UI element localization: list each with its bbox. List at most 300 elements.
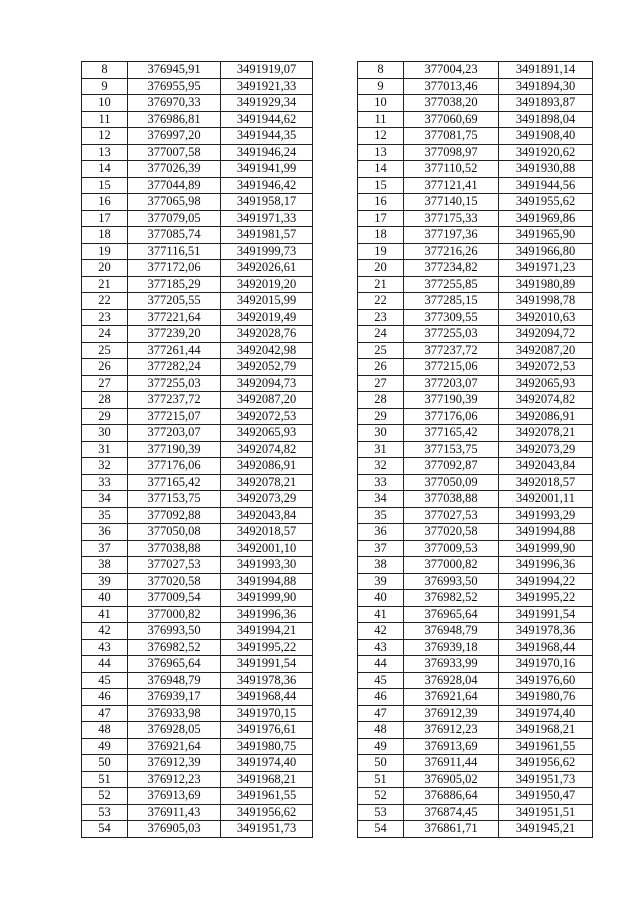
- y-coordinate-cell: 3492072,53: [499, 359, 593, 376]
- table-row: [358, 375, 593, 392]
- x-coordinate-cell: 376948,79: [404, 623, 499, 640]
- point-number-cell: 20: [358, 260, 404, 277]
- point-number-cell: 54: [358, 821, 404, 838]
- table-row: [82, 375, 313, 392]
- table-row: [82, 540, 313, 557]
- table-row: [358, 392, 593, 409]
- x-coordinate-cell: 377009,54: [128, 590, 221, 607]
- y-coordinate-cell: 3491995,22: [499, 590, 593, 607]
- point-number-cell: 49: [358, 738, 404, 755]
- point-number-cell: 50: [358, 755, 404, 772]
- point-number-cell: 29: [358, 408, 404, 425]
- point-number-cell: 16: [358, 194, 404, 211]
- table-row: [82, 573, 313, 590]
- y-coordinate-cell: 3491968,44: [221, 689, 313, 706]
- x-coordinate-cell: 376928,05: [128, 722, 221, 739]
- x-coordinate-cell: 376905,03: [128, 821, 221, 838]
- point-number-cell: 15: [358, 177, 404, 194]
- point-number-cell: 40: [358, 590, 404, 607]
- table-row: [82, 177, 313, 194]
- y-coordinate-cell: 3491951,73: [499, 771, 593, 788]
- point-number-cell: 28: [358, 392, 404, 409]
- table-row: [82, 705, 313, 722]
- y-coordinate-cell: 3492001,10: [221, 540, 313, 557]
- y-coordinate-cell: 3491974,40: [221, 755, 313, 772]
- point-number-cell: 49: [82, 738, 128, 755]
- x-coordinate-cell: 377285,15: [404, 293, 499, 310]
- y-coordinate-cell: 3492028,76: [221, 326, 313, 343]
- x-coordinate-cell: 377175,33: [404, 210, 499, 227]
- x-coordinate-cell: 376945,91: [128, 62, 221, 79]
- x-coordinate-cell: 377239,20: [128, 326, 221, 343]
- x-coordinate-cell: 377255,03: [128, 375, 221, 392]
- y-coordinate-cell: 3491919,07: [221, 62, 313, 79]
- y-coordinate-cell: 3491980,75: [221, 738, 313, 755]
- y-coordinate-cell: 3491941,99: [221, 161, 313, 178]
- table-row: [358, 260, 593, 277]
- point-number-cell: 44: [82, 656, 128, 673]
- table-row: [82, 474, 313, 491]
- x-coordinate-cell: 376982,52: [404, 590, 499, 607]
- y-coordinate-cell: 3491891,14: [499, 62, 593, 79]
- point-number-cell: 33: [82, 474, 128, 491]
- x-coordinate-cell: 377203,07: [128, 425, 221, 442]
- y-coordinate-cell: 3491929,34: [221, 95, 313, 112]
- point-number-cell: 17: [358, 210, 404, 227]
- point-number-cell: 44: [358, 656, 404, 673]
- x-coordinate-cell: 377027,53: [128, 557, 221, 574]
- x-coordinate-cell: 376921,64: [128, 738, 221, 755]
- table-row: [358, 128, 593, 145]
- x-coordinate-cell: 377000,82: [404, 557, 499, 574]
- x-coordinate-cell: 377085,74: [128, 227, 221, 244]
- point-number-cell: 51: [82, 771, 128, 788]
- table-row: [358, 590, 593, 607]
- y-coordinate-cell: 3491950,47: [499, 788, 593, 805]
- point-number-cell: 30: [82, 425, 128, 442]
- y-coordinate-cell: 3491969,86: [499, 210, 593, 227]
- x-coordinate-cell: 377007,58: [128, 144, 221, 161]
- y-coordinate-cell: 3491998,78: [499, 293, 593, 310]
- table-row: [358, 755, 593, 772]
- y-coordinate-cell: 3491961,55: [499, 738, 593, 755]
- x-coordinate-cell: 377110,52: [404, 161, 499, 178]
- x-coordinate-cell: 377215,06: [404, 359, 499, 376]
- y-coordinate-cell: 3492074,82: [221, 441, 313, 458]
- table-row: [82, 524, 313, 541]
- x-coordinate-cell: 376886,64: [404, 788, 499, 805]
- x-coordinate-cell: 376912,23: [128, 771, 221, 788]
- point-number-cell: 28: [82, 392, 128, 409]
- table-row: [82, 260, 313, 277]
- table-row: [82, 227, 313, 244]
- table-row: [82, 210, 313, 227]
- y-coordinate-cell: 3491956,62: [221, 804, 313, 821]
- point-number-cell: 17: [82, 210, 128, 227]
- x-coordinate-cell: 377165,42: [404, 425, 499, 442]
- y-coordinate-cell: 3491944,62: [221, 111, 313, 128]
- table-row: [82, 95, 313, 112]
- y-coordinate-cell: 3492078,21: [499, 425, 593, 442]
- y-coordinate-cell: 3492010,63: [499, 309, 593, 326]
- table-row: [82, 821, 313, 838]
- point-number-cell: 45: [82, 672, 128, 689]
- x-coordinate-cell: 376970,33: [128, 95, 221, 112]
- y-coordinate-cell: 3491993,29: [499, 507, 593, 524]
- table-row: [358, 293, 593, 310]
- point-number-cell: 54: [82, 821, 128, 838]
- table-row: [358, 227, 593, 244]
- point-number-cell: 24: [358, 326, 404, 343]
- point-number-cell: 12: [82, 128, 128, 145]
- table-row: [82, 458, 313, 475]
- y-coordinate-cell: 3492019,20: [221, 276, 313, 293]
- x-coordinate-cell: 377050,08: [128, 524, 221, 541]
- point-number-cell: 37: [82, 540, 128, 557]
- x-coordinate-cell: 377197,36: [404, 227, 499, 244]
- point-number-cell: 11: [358, 111, 404, 128]
- table-row: [358, 161, 593, 178]
- x-coordinate-cell: 377172,06: [128, 260, 221, 277]
- table-row: [82, 408, 313, 425]
- table-row: [82, 656, 313, 673]
- y-coordinate-cell: 3492073,29: [221, 491, 313, 508]
- point-number-cell: 40: [82, 590, 128, 607]
- x-coordinate-cell: 377121,41: [404, 177, 499, 194]
- point-number-cell: 25: [358, 342, 404, 359]
- table-row: [82, 788, 313, 805]
- y-coordinate-cell: 3492001,11: [499, 491, 593, 508]
- y-coordinate-cell: 3492094,72: [499, 326, 593, 343]
- x-coordinate-cell: 377215,07: [128, 408, 221, 425]
- point-number-cell: 31: [82, 441, 128, 458]
- point-number-cell: 31: [358, 441, 404, 458]
- point-number-cell: 29: [82, 408, 128, 425]
- y-coordinate-cell: 3492072,53: [221, 408, 313, 425]
- y-coordinate-cell: 3491994,88: [499, 524, 593, 541]
- table-row: [358, 441, 593, 458]
- y-coordinate-cell: 3492078,21: [221, 474, 313, 491]
- table-row: [82, 672, 313, 689]
- x-coordinate-cell: 376911,44: [404, 755, 499, 772]
- table-row: [82, 309, 313, 326]
- table-row: [82, 342, 313, 359]
- y-coordinate-cell: 3492065,93: [221, 425, 313, 442]
- x-coordinate-cell: 376955,95: [128, 78, 221, 95]
- point-number-cell: 15: [82, 177, 128, 194]
- x-coordinate-cell: 377221,64: [128, 309, 221, 326]
- x-coordinate-cell: 377081,75: [404, 128, 499, 145]
- y-coordinate-cell: 3492073,29: [499, 441, 593, 458]
- table-row: [358, 540, 593, 557]
- point-number-cell: 11: [82, 111, 128, 128]
- x-coordinate-cell: 377190,39: [128, 441, 221, 458]
- point-number-cell: 26: [358, 359, 404, 376]
- x-coordinate-cell: 377013,46: [404, 78, 499, 95]
- table-row: [82, 507, 313, 524]
- y-coordinate-cell: 3492086,91: [221, 458, 313, 475]
- point-number-cell: 46: [358, 689, 404, 706]
- table-row: [358, 194, 593, 211]
- x-coordinate-cell: 377282,24: [128, 359, 221, 376]
- table-row: [358, 623, 593, 640]
- point-number-cell: 34: [358, 491, 404, 508]
- point-number-cell: 19: [358, 243, 404, 260]
- x-coordinate-cell: 377092,87: [404, 458, 499, 475]
- y-coordinate-cell: 3491968,44: [499, 639, 593, 656]
- y-coordinate-cell: 3491994,88: [221, 573, 313, 590]
- x-coordinate-cell: 377000,82: [128, 606, 221, 623]
- y-coordinate-cell: 3492094,73: [221, 375, 313, 392]
- point-number-cell: 48: [82, 722, 128, 739]
- x-coordinate-cell: 376861,71: [404, 821, 499, 838]
- y-coordinate-cell: 3491971,33: [221, 210, 313, 227]
- x-coordinate-cell: 377098,97: [404, 144, 499, 161]
- x-coordinate-cell: 377190,39: [404, 392, 499, 409]
- point-number-cell: 47: [82, 705, 128, 722]
- y-coordinate-cell: 3492052,79: [221, 359, 313, 376]
- x-coordinate-cell: 377050,09: [404, 474, 499, 491]
- table-row: [358, 705, 593, 722]
- y-coordinate-cell: 3491995,22: [221, 639, 313, 656]
- x-coordinate-cell: 376939,18: [404, 639, 499, 656]
- table-row: [82, 78, 313, 95]
- x-coordinate-cell: 377216,26: [404, 243, 499, 260]
- y-coordinate-cell: 3491920,62: [499, 144, 593, 161]
- x-coordinate-cell: 377065,98: [128, 194, 221, 211]
- table-row: [358, 821, 593, 838]
- x-coordinate-cell: 377079,05: [128, 210, 221, 227]
- x-coordinate-cell: 377165,42: [128, 474, 221, 491]
- y-coordinate-cell: 3491898,04: [499, 111, 593, 128]
- y-coordinate-cell: 3491930,88: [499, 161, 593, 178]
- x-coordinate-cell: 377153,75: [128, 491, 221, 508]
- y-coordinate-cell: 3491968,21: [221, 771, 313, 788]
- x-coordinate-cell: 377020,58: [128, 573, 221, 590]
- x-coordinate-cell: 377027,53: [404, 507, 499, 524]
- y-coordinate-cell: 3491951,73: [221, 821, 313, 838]
- coordinates-table-left: [81, 61, 313, 838]
- x-coordinate-cell: 377153,75: [404, 441, 499, 458]
- point-number-cell: 22: [82, 293, 128, 310]
- y-coordinate-cell: 3492087,20: [221, 392, 313, 409]
- y-coordinate-cell: 3491946,24: [221, 144, 313, 161]
- x-coordinate-cell: 377009,53: [404, 540, 499, 557]
- x-coordinate-cell: 376939,17: [128, 689, 221, 706]
- point-number-cell: 38: [82, 557, 128, 574]
- y-coordinate-cell: 3491944,56: [499, 177, 593, 194]
- x-coordinate-cell: 377205,55: [128, 293, 221, 310]
- table-row: [358, 177, 593, 194]
- point-number-cell: 13: [358, 144, 404, 161]
- y-coordinate-cell: 3492015,99: [221, 293, 313, 310]
- y-coordinate-cell: 3492043,84: [499, 458, 593, 475]
- table-row: [82, 722, 313, 739]
- x-coordinate-cell: 376993,50: [128, 623, 221, 640]
- y-coordinate-cell: 3492065,93: [499, 375, 593, 392]
- point-number-cell: 42: [82, 623, 128, 640]
- point-number-cell: 24: [82, 326, 128, 343]
- table-row: [358, 491, 593, 508]
- table-row: [358, 474, 593, 491]
- y-coordinate-cell: 3491944,35: [221, 128, 313, 145]
- table-row: [358, 144, 593, 161]
- y-coordinate-cell: 3491976,61: [221, 722, 313, 739]
- table-row: [82, 326, 313, 343]
- table-row: [82, 755, 313, 772]
- y-coordinate-cell: 3491980,76: [499, 689, 593, 706]
- table-row: [358, 689, 593, 706]
- table-row: [358, 507, 593, 524]
- table-body: [358, 62, 593, 838]
- point-number-cell: 34: [82, 491, 128, 508]
- y-coordinate-cell: 3492018,57: [221, 524, 313, 541]
- x-coordinate-cell: 376933,99: [404, 656, 499, 673]
- table-row: [82, 62, 313, 79]
- point-number-cell: 25: [82, 342, 128, 359]
- table-row: [358, 804, 593, 821]
- table-row: [358, 606, 593, 623]
- point-number-cell: 48: [358, 722, 404, 739]
- y-coordinate-cell: 3492026,61: [221, 260, 313, 277]
- table-row: [82, 491, 313, 508]
- y-coordinate-cell: 3491993,30: [221, 557, 313, 574]
- point-number-cell: 32: [358, 458, 404, 475]
- y-coordinate-cell: 3491946,42: [221, 177, 313, 194]
- y-coordinate-cell: 3491970,15: [221, 705, 313, 722]
- table-row: [358, 408, 593, 425]
- point-number-cell: 21: [358, 276, 404, 293]
- point-number-cell: 35: [358, 507, 404, 524]
- x-coordinate-cell: 376993,50: [404, 573, 499, 590]
- table-row: [82, 243, 313, 260]
- x-coordinate-cell: 377116,51: [128, 243, 221, 260]
- point-number-cell: 43: [358, 639, 404, 656]
- x-coordinate-cell: 376965,64: [404, 606, 499, 623]
- point-number-cell: 39: [358, 573, 404, 590]
- point-number-cell: 43: [82, 639, 128, 656]
- x-coordinate-cell: 376912,39: [128, 755, 221, 772]
- x-coordinate-cell: 377038,20: [404, 95, 499, 112]
- point-number-cell: 36: [82, 524, 128, 541]
- table-row: [358, 425, 593, 442]
- point-number-cell: 41: [358, 606, 404, 623]
- y-coordinate-cell: 3491908,40: [499, 128, 593, 145]
- x-coordinate-cell: 376905,02: [404, 771, 499, 788]
- point-number-cell: 12: [358, 128, 404, 145]
- point-number-cell: 26: [82, 359, 128, 376]
- y-coordinate-cell: 3491958,17: [221, 194, 313, 211]
- table-row: [358, 326, 593, 343]
- x-coordinate-cell: 377044,89: [128, 177, 221, 194]
- x-coordinate-cell: 377255,85: [404, 276, 499, 293]
- y-coordinate-cell: 3491968,21: [499, 722, 593, 739]
- point-number-cell: 45: [358, 672, 404, 689]
- point-number-cell: 23: [82, 309, 128, 326]
- y-coordinate-cell: 3491965,90: [499, 227, 593, 244]
- point-number-cell: 8: [82, 62, 128, 79]
- x-coordinate-cell: 377255,03: [404, 326, 499, 343]
- point-number-cell: 52: [358, 788, 404, 805]
- table-row: [358, 738, 593, 755]
- point-number-cell: 23: [358, 309, 404, 326]
- y-coordinate-cell: 3491893,87: [499, 95, 593, 112]
- x-coordinate-cell: 376965,64: [128, 656, 221, 673]
- x-coordinate-cell: 377237,72: [404, 342, 499, 359]
- x-coordinate-cell: 377092,88: [128, 507, 221, 524]
- table-row: [358, 359, 593, 376]
- x-coordinate-cell: 377176,06: [128, 458, 221, 475]
- y-coordinate-cell: 3491971,23: [499, 260, 593, 277]
- y-coordinate-cell: 3492043,84: [221, 507, 313, 524]
- y-coordinate-cell: 3491999,90: [499, 540, 593, 557]
- x-coordinate-cell: 376933,98: [128, 705, 221, 722]
- x-coordinate-cell: 376913,69: [404, 738, 499, 755]
- point-number-cell: 52: [82, 788, 128, 805]
- point-number-cell: 14: [358, 161, 404, 178]
- table-row: [358, 573, 593, 590]
- point-number-cell: 51: [358, 771, 404, 788]
- table-row: [82, 293, 313, 310]
- table-row: [358, 557, 593, 574]
- y-coordinate-cell: 3492019,49: [221, 309, 313, 326]
- table-row: [82, 111, 313, 128]
- y-coordinate-cell: 3491976,60: [499, 672, 593, 689]
- table-row: [358, 788, 593, 805]
- table-row: [358, 524, 593, 541]
- x-coordinate-cell: 377020,58: [404, 524, 499, 541]
- y-coordinate-cell: 3491970,16: [499, 656, 593, 673]
- point-number-cell: 32: [82, 458, 128, 475]
- table-row: [82, 606, 313, 623]
- x-coordinate-cell: 377038,88: [128, 540, 221, 557]
- x-coordinate-cell: 377176,06: [404, 408, 499, 425]
- table-row: [358, 672, 593, 689]
- y-coordinate-cell: 3492042,98: [221, 342, 313, 359]
- point-number-cell: 21: [82, 276, 128, 293]
- table-row: [358, 771, 593, 788]
- y-coordinate-cell: 3491978,36: [499, 623, 593, 640]
- table-row: [358, 722, 593, 739]
- point-number-cell: 50: [82, 755, 128, 772]
- y-coordinate-cell: 3491980,89: [499, 276, 593, 293]
- y-coordinate-cell: 3491996,36: [221, 606, 313, 623]
- table-row: [82, 161, 313, 178]
- table-row: [82, 689, 313, 706]
- coordinates-table-right: [357, 61, 593, 838]
- y-coordinate-cell: 3491921,33: [221, 78, 313, 95]
- y-coordinate-cell: 3492087,20: [499, 342, 593, 359]
- point-number-cell: 42: [358, 623, 404, 640]
- point-number-cell: 38: [358, 557, 404, 574]
- point-number-cell: 37: [358, 540, 404, 557]
- table-row: [358, 111, 593, 128]
- table-row: [358, 458, 593, 475]
- x-coordinate-cell: 377237,72: [128, 392, 221, 409]
- table-row: [82, 771, 313, 788]
- point-number-cell: 36: [358, 524, 404, 541]
- table-row: [82, 128, 313, 145]
- y-coordinate-cell: 3491991,54: [221, 656, 313, 673]
- point-number-cell: 22: [358, 293, 404, 310]
- table-row: [82, 441, 313, 458]
- x-coordinate-cell: 376911,43: [128, 804, 221, 821]
- y-coordinate-cell: 3491894,30: [499, 78, 593, 95]
- point-number-cell: 16: [82, 194, 128, 211]
- y-coordinate-cell: 3492086,91: [499, 408, 593, 425]
- point-number-cell: 10: [358, 95, 404, 112]
- y-coordinate-cell: 3492018,57: [499, 474, 593, 491]
